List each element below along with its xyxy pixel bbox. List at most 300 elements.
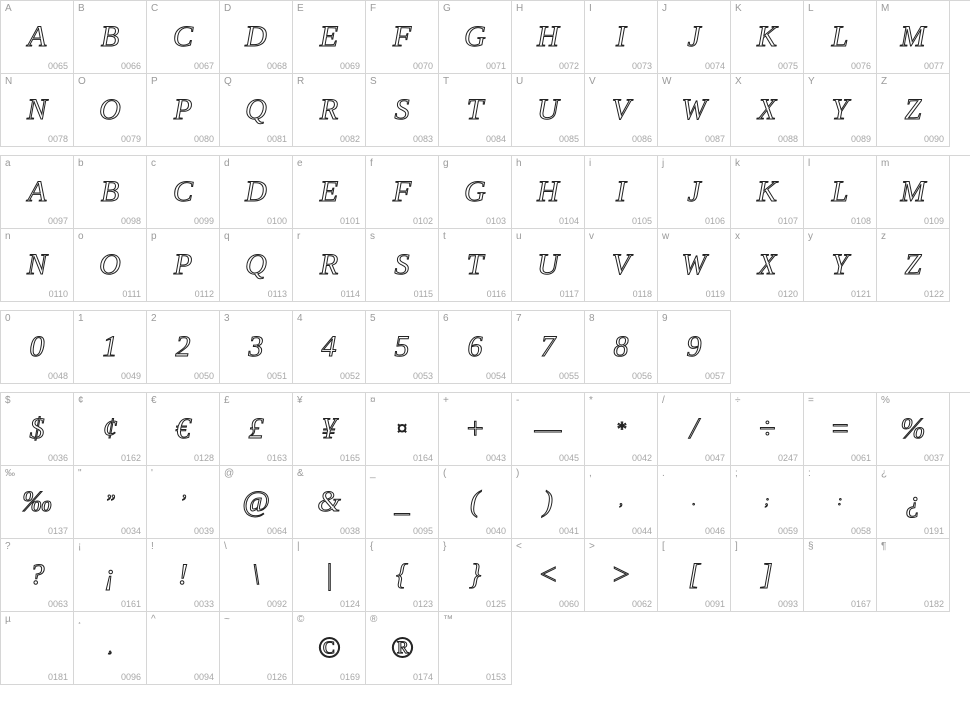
glyph-cell[interactable]: [220, 539, 293, 612]
glyph-char-label: y: [808, 231, 813, 242]
glyph-char-label: ¤: [370, 395, 376, 406]
glyph-char-label: B: [78, 3, 85, 14]
glyph-code: 0065: [47, 61, 68, 71]
glyph-cell[interactable]: [147, 74, 220, 147]
glyph-char-label: q: [224, 231, 230, 242]
glyph-preview: O: [99, 248, 121, 281]
glyph-code: 0063: [47, 599, 68, 609]
glyph-cell[interactable]: [293, 466, 366, 539]
glyph-cell[interactable]: [220, 612, 293, 685]
glyph-cell[interactable]: [439, 74, 512, 147]
glyph-cell[interactable]: [74, 1, 147, 74]
glyph-preview: [147, 624, 219, 672]
glyph-code: 0164: [412, 453, 433, 463]
glyph-char-label: {: [370, 541, 374, 552]
glyph-cell[interactable]: [74, 74, 147, 147]
glyph-cell[interactable]: [585, 466, 658, 539]
glyph-cell[interactable]: [366, 229, 439, 302]
glyph-cell[interactable]: [658, 1, 731, 74]
glyph-preview: K: [756, 20, 777, 53]
glyph-preview: ’: [179, 490, 187, 513]
glyph-char-label: n: [5, 231, 11, 242]
glyph-cell[interactable]: [804, 539, 877, 612]
glyph-cell[interactable]: [585, 393, 658, 466]
glyph-char-label: G: [443, 3, 451, 14]
glyph-preview: W: [681, 93, 707, 126]
glyph-cell[interactable]: [731, 156, 804, 229]
glyph-cell[interactable]: [658, 393, 731, 466]
glyph-code: 0247: [777, 453, 798, 463]
glyph-cell[interactable]: [439, 466, 512, 539]
glyph-code: 0094: [193, 672, 214, 682]
glyph-code: 0034: [120, 526, 141, 536]
glyph-char-label: ¡: [78, 541, 82, 552]
glyph-char-label: Y: [808, 76, 815, 87]
glyph-char-label: r: [297, 231, 301, 242]
glyph-preview: ¤: [397, 417, 407, 440]
glyph-preview: H: [537, 20, 559, 53]
glyph-preview: J: [687, 20, 701, 53]
glyph-cell[interactable]: [366, 74, 439, 147]
glyph-cell[interactable]: [658, 156, 731, 229]
glyph-cell[interactable]: [585, 229, 658, 302]
glyph-preview: C: [172, 175, 193, 208]
glyph-code: 0073: [631, 61, 652, 71]
glyph-preview: X: [757, 248, 777, 281]
glyph-cell[interactable]: [658, 466, 731, 539]
glyph-char-label: /: [662, 395, 665, 406]
glyph-code: 0057: [704, 371, 725, 381]
glyph-code: 0066: [120, 61, 141, 71]
glyph-char-label: ®: [370, 614, 378, 625]
glyph-code: 0089: [850, 134, 871, 144]
glyph-cell[interactable]: [293, 1, 366, 74]
glyph-code: 0033: [193, 599, 214, 609]
glyph-code: 0041: [558, 526, 579, 536]
glyph-code: 0115: [413, 289, 433, 299]
glyph-char-label: i: [589, 158, 592, 169]
glyph-code: 0103: [485, 216, 506, 226]
glyph-char-label: P: [151, 76, 158, 87]
glyph-char-label: O: [78, 76, 86, 87]
glyph-block-uppercase: [0, 0, 970, 147]
glyph-code: 0039: [193, 526, 214, 536]
glyph-code: 0167: [850, 599, 871, 609]
glyph-preview: ®: [390, 631, 414, 664]
glyph-code: 0037: [923, 453, 944, 463]
glyph-char-label: e: [297, 158, 303, 169]
glyph-preview: S: [394, 248, 410, 281]
glyph-code: 0055: [558, 371, 579, 381]
glyph-cell[interactable]: [512, 156, 585, 229]
glyph-cell[interactable]: [512, 393, 585, 466]
glyph-cell[interactable]: [1, 612, 74, 685]
glyph-cell[interactable]: [74, 612, 147, 685]
glyph-preview: G: [464, 175, 486, 208]
glyph-cell[interactable]: [877, 1, 950, 74]
glyph-code: 0119: [705, 289, 725, 299]
glyph-cell[interactable]: [74, 539, 147, 612]
glyph-cell[interactable]: [293, 311, 366, 384]
glyph-cell[interactable]: [658, 539, 731, 612]
glyph-preview: ¡: [104, 558, 116, 591]
glyph-cell[interactable]: [147, 311, 220, 384]
glyph-cell[interactable]: [366, 466, 439, 539]
glyph-cell[interactable]: [220, 311, 293, 384]
glyph-cell[interactable]: [658, 229, 731, 302]
glyph-char-label: ™: [443, 614, 453, 625]
glyph-preview: Z: [904, 248, 922, 281]
glyph-char-label: R: [297, 76, 305, 87]
glyph-preview: ©: [317, 631, 341, 664]
glyph-code: 0113: [267, 289, 287, 299]
glyph-preview: ‰: [22, 485, 52, 518]
glyph-cell[interactable]: [220, 229, 293, 302]
glyph-cell[interactable]: [366, 311, 439, 384]
glyph-cell[interactable]: [512, 229, 585, 302]
glyph-cell[interactable]: [220, 466, 293, 539]
glyph-char-label: H: [516, 3, 524, 14]
glyph-char-label: A: [5, 3, 12, 14]
glyph-preview: W: [681, 248, 707, 281]
glyph-cell[interactable]: [512, 539, 585, 612]
glyph-cell[interactable]: [1, 74, 74, 147]
glyph-char-label: s: [370, 231, 375, 242]
glyph-preview: :: [837, 494, 843, 509]
glyph-code: 0071: [485, 61, 506, 71]
glyph-char-label: §: [808, 541, 814, 552]
glyph-char-label: =: [808, 395, 814, 406]
glyph-cell[interactable]: [1, 229, 74, 302]
glyph-cell[interactable]: [147, 156, 220, 229]
glyph-preview: ,: [619, 494, 623, 509]
glyph-preview: ): [543, 485, 553, 518]
glyph-cell[interactable]: [731, 539, 804, 612]
glyph-cell[interactable]: [74, 466, 147, 539]
glyph-cell[interactable]: [439, 311, 512, 384]
glyph-code: 0091: [704, 599, 725, 609]
glyph-code: 0099: [193, 216, 214, 226]
glyph-cell[interactable]: [658, 74, 731, 147]
glyph-cell[interactable]: [220, 1, 293, 74]
glyph-code: 0090: [923, 134, 944, 144]
glyph-char-label: 1: [78, 313, 84, 324]
glyph-char-label: I: [589, 3, 592, 14]
glyph-cell[interactable]: [366, 156, 439, 229]
glyph-preview: +: [464, 412, 486, 445]
glyph-code: 0081: [266, 134, 287, 144]
glyph-char-label: D: [224, 3, 232, 14]
glyph-code: 0104: [558, 216, 579, 226]
glyph-cell[interactable]: [658, 311, 731, 384]
glyph-char-label: |: [297, 541, 300, 552]
glyph-preview: T: [466, 248, 484, 281]
glyph-cell[interactable]: [877, 229, 950, 302]
glyph-cell[interactable]: [877, 393, 950, 466]
glyph-char-label: T: [443, 76, 450, 87]
glyph-cell[interactable]: [74, 156, 147, 229]
glyph-code: 0105: [631, 216, 652, 226]
glyph-cell[interactable]: [585, 539, 658, 612]
glyph-char-label: ~: [224, 614, 230, 625]
glyph-char-label: v: [589, 231, 594, 242]
glyph-cell[interactable]: [804, 466, 877, 539]
glyph-char-label: ,: [589, 468, 592, 479]
glyph-cell[interactable]: [731, 466, 804, 539]
glyph-cell[interactable]: [804, 393, 877, 466]
glyph-code: 0097: [47, 216, 68, 226]
glyph-cell[interactable]: [804, 229, 877, 302]
glyph-char-label: S: [370, 76, 377, 87]
glyph-code: 0045: [558, 453, 579, 463]
glyph-preview: M: [900, 175, 926, 208]
glyph-char-label: :: [808, 468, 811, 479]
glyph-char-label: F: [370, 3, 377, 14]
glyph-cell[interactable]: [731, 74, 804, 147]
glyph-preview: [220, 624, 292, 672]
glyph-code: 0181: [47, 672, 68, 682]
glyph-cell[interactable]: [439, 1, 512, 74]
glyph-char-label: _: [370, 468, 376, 479]
glyph-code: 0087: [704, 134, 725, 144]
glyph-cell[interactable]: [512, 74, 585, 147]
glyph-preview: N: [26, 93, 47, 126]
glyph-cell[interactable]: [877, 74, 950, 147]
glyph-preview: K: [756, 175, 777, 208]
glyph-cell[interactable]: [220, 156, 293, 229]
glyph-preview: M: [900, 20, 926, 53]
glyph-cell[interactable]: [731, 229, 804, 302]
glyph-code: 0075: [777, 61, 798, 71]
glyph-preview: [877, 551, 949, 599]
glyph-cell[interactable]: [1, 466, 74, 539]
glyph-cell[interactable]: [877, 466, 950, 539]
glyph-cell[interactable]: [366, 1, 439, 74]
glyph-code: 0137: [47, 526, 68, 536]
glyph-cell[interactable]: [439, 539, 512, 612]
glyph-cell[interactable]: [439, 612, 512, 685]
glyph-preview: }: [469, 558, 481, 591]
glyph-cell[interactable]: [1, 156, 74, 229]
glyph-cell[interactable]: [147, 229, 220, 302]
glyph-preview: N: [26, 248, 47, 281]
glyph-cell[interactable]: [585, 74, 658, 147]
glyph-preview: P: [173, 248, 193, 281]
glyph-code: 0076: [850, 61, 871, 71]
glyph-char-label: 2: [151, 313, 157, 324]
glyph-block-symbols: [0, 392, 970, 685]
glyph-preview: U: [537, 248, 559, 281]
glyph-preview: R: [319, 248, 339, 281]
glyph-preview: £: [248, 412, 264, 445]
glyph-preview: €: [175, 412, 191, 445]
glyph-code: 0044: [631, 526, 652, 536]
glyph-cell[interactable]: [1, 1, 74, 74]
glyph-char-label: E: [297, 3, 304, 14]
glyph-char-label: <: [516, 541, 522, 552]
glyph-preview: Q: [245, 93, 267, 126]
glyph-code: 0060: [558, 599, 579, 609]
glyph-char-label: ': [151, 468, 153, 479]
glyph-cell[interactable]: [147, 1, 220, 74]
glyph-preview: Y: [831, 93, 849, 126]
glyph-cell[interactable]: [293, 539, 366, 612]
glyph-char-label: ¥: [297, 395, 303, 406]
glyph-code: 0118: [632, 289, 652, 299]
glyph-preview: S: [394, 93, 410, 126]
glyph-preview: V: [611, 93, 631, 126]
glyph-preview: @: [242, 485, 270, 518]
glyph-cell[interactable]: [220, 393, 293, 466]
glyph-preview: 7: [540, 330, 556, 363]
glyph-preview: Z: [904, 93, 922, 126]
glyph-char-label: ¢: [78, 395, 84, 406]
glyph-cell[interactable]: [293, 229, 366, 302]
glyph-cell[interactable]: [366, 393, 439, 466]
glyph-cell[interactable]: [1, 311, 74, 384]
glyph-code: 0122: [923, 289, 944, 299]
glyph-cell[interactable]: [439, 156, 512, 229]
glyph-code: 0070: [412, 61, 433, 71]
glyph-cell[interactable]: [74, 311, 147, 384]
glyph-code: 0165: [339, 453, 360, 463]
glyph-code: 0096: [120, 672, 141, 682]
glyph-char-label: $: [5, 395, 11, 406]
glyph-preview: D: [245, 175, 267, 208]
glyph-char-label: N: [5, 76, 13, 87]
glyph-char-label: ;: [735, 468, 738, 479]
glyph-char-label: Q: [224, 76, 232, 87]
glyph-cell[interactable]: [147, 393, 220, 466]
glyph-code: 0043: [485, 453, 506, 463]
glyph-preview: [: [688, 558, 700, 591]
glyph-char-label: ‰: [5, 468, 15, 479]
glyph-preview: %: [900, 412, 926, 445]
glyph-cell[interactable]: [147, 466, 220, 539]
glyph-char-label: 7: [516, 313, 522, 324]
glyph-cell[interactable]: [731, 393, 804, 466]
glyph-code: 0080: [193, 134, 214, 144]
glyph-char-label: z: [881, 231, 886, 242]
glyph-preview: |: [324, 558, 334, 591]
glyph-cell[interactable]: [877, 539, 950, 612]
glyph-preview: /: [689, 412, 699, 445]
glyph-preview: X: [757, 93, 777, 126]
glyph-preview: ¿: [905, 485, 921, 518]
glyph-cell[interactable]: [512, 311, 585, 384]
glyph-cell[interactable]: [877, 156, 950, 229]
glyph-char-label: h: [516, 158, 522, 169]
glyph-cell[interactable]: [293, 74, 366, 147]
glyph-code: 0110: [48, 289, 68, 299]
glyph-char-label: 3: [224, 313, 230, 324]
glyph-cell[interactable]: [293, 612, 366, 685]
glyph-preview: B: [100, 175, 120, 208]
glyph-char-label: X: [735, 76, 742, 87]
glyph-char-label: b: [78, 158, 84, 169]
glyph-char-label: C: [151, 3, 159, 14]
glyph-cell[interactable]: [293, 156, 366, 229]
glyph-cell[interactable]: [804, 1, 877, 74]
glyph-preview: 2: [175, 330, 191, 363]
glyph-char-label: €: [151, 395, 157, 406]
glyph-cell[interactable]: [1, 393, 74, 466]
glyph-cell[interactable]: [293, 393, 366, 466]
glyph-char-label: !: [151, 541, 154, 552]
glyph-code: 0108: [850, 216, 871, 226]
glyph-block-lowercase: [0, 155, 970, 302]
glyph-code: 0067: [193, 61, 214, 71]
glyph-preview: 0: [29, 330, 45, 363]
glyph-char-label: ¸: [78, 614, 82, 625]
glyph-cell[interactable]: [585, 311, 658, 384]
glyph-cell[interactable]: [366, 539, 439, 612]
glyph-cell[interactable]: [220, 74, 293, 147]
glyph-preview: _: [394, 485, 410, 518]
glyph-code: 0053: [412, 371, 433, 381]
glyph-cell[interactable]: [74, 393, 147, 466]
glyph-char-label: l: [808, 158, 811, 169]
glyph-preview: 9: [686, 330, 702, 363]
glyph-char-label: 9: [662, 313, 668, 324]
glyph-cell[interactable]: [512, 466, 585, 539]
glyph-preview: ”: [104, 490, 116, 513]
glyph-cell[interactable]: [804, 74, 877, 147]
glyph-code: 0153: [485, 672, 506, 682]
glyph-preview: [804, 551, 876, 599]
glyph-preview: L: [831, 175, 849, 208]
glyph-cell[interactable]: [366, 612, 439, 685]
glyph-cell[interactable]: [1, 539, 74, 612]
glyph-code: 0162: [120, 453, 141, 463]
glyph-char-label: +: [443, 395, 449, 406]
glyph-code: 0059: [777, 526, 798, 536]
glyph-code: 0052: [339, 371, 360, 381]
glyph-code: 0092: [266, 599, 287, 609]
glyph-preview: 8: [613, 330, 629, 363]
glyph-cell[interactable]: [804, 156, 877, 229]
glyph-cell[interactable]: [585, 1, 658, 74]
glyph-cell[interactable]: [439, 393, 512, 466]
glyph-char-label: ÷: [735, 395, 741, 406]
glyph-char-label: t: [443, 231, 446, 242]
glyph-cell[interactable]: [147, 539, 220, 612]
glyph-cell[interactable]: [585, 156, 658, 229]
glyph-code: 0042: [631, 453, 652, 463]
glyph-code: 0049: [120, 371, 141, 381]
glyph-cell[interactable]: [74, 229, 147, 302]
glyph-preview: F: [392, 20, 412, 53]
glyph-code: 0098: [120, 216, 141, 226]
glyph-cell[interactable]: [731, 1, 804, 74]
glyph-preview: E: [319, 20, 339, 53]
glyph-preview: I: [616, 20, 626, 53]
glyph-code: 0117: [559, 289, 579, 299]
glyph-preview: [1, 624, 73, 672]
glyph-preview: ?: [29, 558, 45, 591]
glyph-cell[interactable]: [439, 229, 512, 302]
glyph-cell[interactable]: [147, 612, 220, 685]
glyph-preview: ¸: [107, 640, 113, 655]
glyph-preview: 5: [394, 330, 410, 363]
glyph-code: 0038: [339, 526, 360, 536]
glyph-char-label: (: [443, 468, 447, 479]
glyph-preview: ¥: [321, 412, 337, 445]
glyph-preview: ÷: [758, 412, 776, 445]
glyph-cell[interactable]: [512, 1, 585, 74]
glyph-code: 0083: [412, 134, 433, 144]
glyph-char-label: K: [735, 3, 742, 14]
